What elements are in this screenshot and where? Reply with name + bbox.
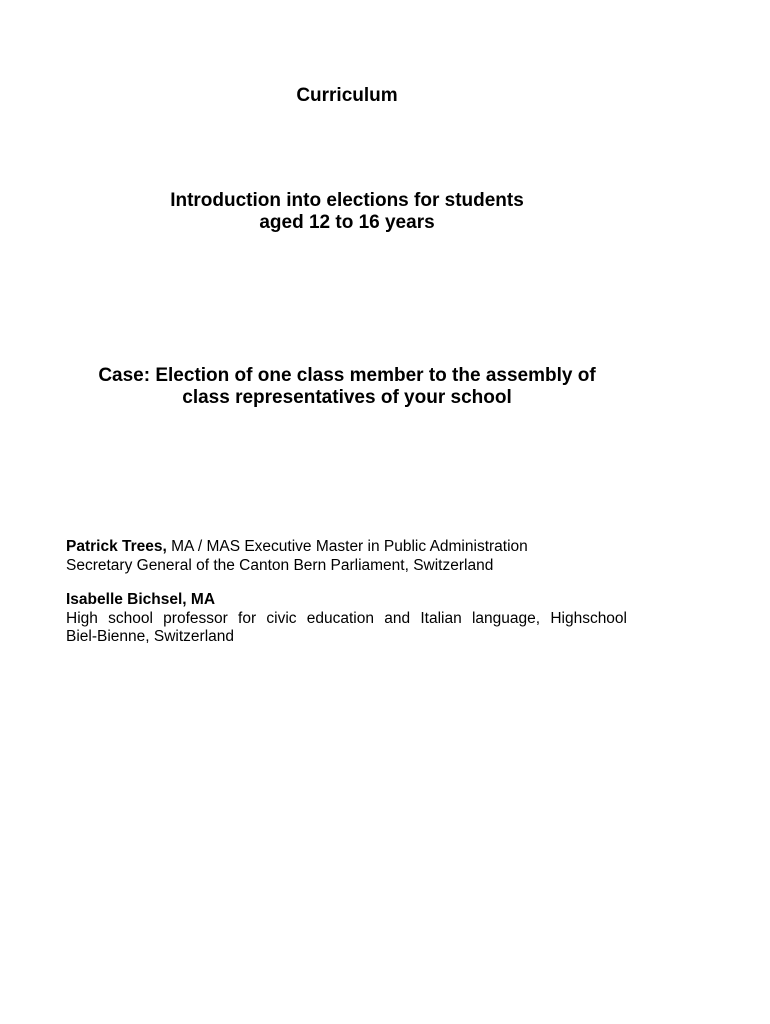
author-position: High school professor for civic education and Italian language, Highschool: [66, 609, 627, 627]
authors-section: [66, 538, 646, 647]
author-patrick-trees: [66, 538, 646, 575]
course-subtitle-line-1: Introduction into elections for students: [170, 190, 524, 211]
author-location: Biel-Bienne, Switzerland: [66, 628, 235, 645]
author-name: Isabelle Bichsel, MA: [66, 591, 216, 608]
author-name: Patrick Trees,: [66, 538, 167, 555]
author-degree: MA / MAS Executive Master in Public Administration: [166, 538, 528, 555]
author-isabelle-bichsel: [66, 591, 646, 647]
course-subtitle-line-2: aged 12 to 16 years: [259, 212, 435, 233]
case-heading: [0, 365, 694, 409]
document-title: Curriculum: [296, 85, 398, 106]
author-name-line: [66, 538, 646, 557]
case-heading-line-1: Case: Election of one class member to the assembly of: [98, 365, 596, 386]
author-position: Secretary General of the Canton Bern Parliament, Switzerland: [66, 556, 494, 574]
case-heading-line-2: class representatives of your school: [182, 387, 512, 408]
course-subtitle: [0, 190, 694, 234]
